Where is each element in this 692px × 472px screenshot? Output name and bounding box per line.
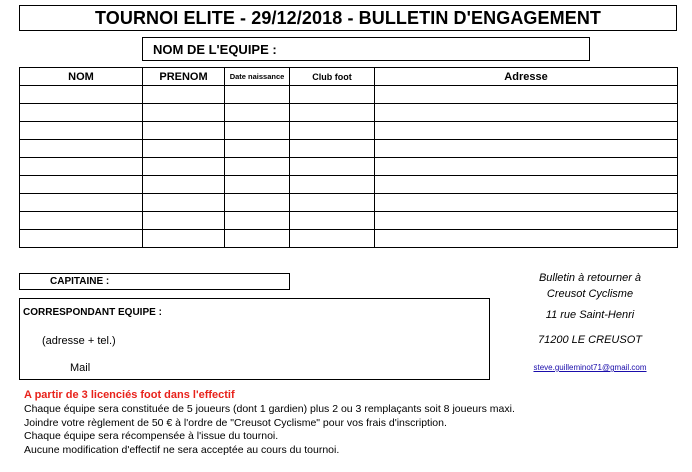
rule-line: Chaque équipe sera constituée de 5 joueurs (dont 1 gardien) plus 2 ou 3 remplaçants soit 8 joueurs maxi. bbox=[24, 402, 515, 415]
contact-email-link[interactable]: steve.guilleminot71@gmail.com bbox=[533, 363, 647, 372]
table-cell[interactable] bbox=[20, 86, 143, 104]
header-prenom: PRENOM bbox=[143, 68, 225, 86]
table-cell[interactable] bbox=[20, 176, 143, 194]
table-cell[interactable] bbox=[225, 230, 290, 248]
table-cell[interactable] bbox=[375, 194, 678, 212]
table-cell[interactable] bbox=[20, 230, 143, 248]
table-cell[interactable] bbox=[290, 140, 375, 158]
table-row bbox=[20, 230, 678, 248]
table-cell[interactable] bbox=[143, 104, 225, 122]
table-row bbox=[20, 122, 678, 140]
correspondent-label: CORRESPONDANT EQUIPE : bbox=[23, 307, 162, 318]
table-row bbox=[20, 176, 678, 194]
table-cell[interactable] bbox=[290, 212, 375, 230]
table-cell[interactable] bbox=[225, 176, 290, 194]
table-cell[interactable] bbox=[290, 86, 375, 104]
table-cell[interactable] bbox=[143, 140, 225, 158]
team-name-field[interactable]: NOM DE L'EQUIPE : bbox=[142, 37, 590, 61]
correspondent-address-hint: (adresse + tel.) bbox=[42, 335, 116, 347]
page-title: TOURNOI ELITE - 29/12/2018 - BULLETIN D'ENGAGEMENT bbox=[19, 5, 677, 31]
table-cell[interactable] bbox=[290, 230, 375, 248]
table-cell[interactable] bbox=[375, 122, 678, 140]
rule-line: Chaque équipe sera récompensée à l'issue du tournoi. bbox=[24, 430, 279, 443]
table-cell[interactable] bbox=[20, 140, 143, 158]
rule-line: Aucune modification d'effectif ne sera acceptée au cours du tournoi. bbox=[24, 444, 340, 457]
table-cell[interactable] bbox=[290, 176, 375, 194]
table-cell[interactable] bbox=[290, 158, 375, 176]
table-cell[interactable] bbox=[225, 212, 290, 230]
table-cell[interactable] bbox=[143, 212, 225, 230]
table-row bbox=[20, 158, 678, 176]
correspondent-mail-label: Mail bbox=[70, 362, 91, 374]
table-cell[interactable] bbox=[143, 230, 225, 248]
table-row bbox=[20, 212, 678, 230]
table-row bbox=[20, 140, 678, 158]
captain-field[interactable]: CAPITAINE : bbox=[19, 273, 290, 290]
table-cell[interactable] bbox=[225, 104, 290, 122]
table-cell[interactable] bbox=[225, 194, 290, 212]
correspondent-box[interactable] bbox=[19, 298, 490, 380]
return-line-3: 11 rue Saint-Henri bbox=[545, 309, 635, 321]
table-cell[interactable] bbox=[375, 230, 678, 248]
return-line-4: 71200 LE CREUSOT bbox=[538, 334, 642, 346]
table-cell[interactable] bbox=[225, 140, 290, 158]
header-adresse: Adresse bbox=[375, 68, 678, 86]
player-table bbox=[19, 67, 678, 248]
table-cell[interactable] bbox=[20, 104, 143, 122]
table-row bbox=[20, 194, 678, 212]
table-cell[interactable] bbox=[225, 158, 290, 176]
table-cell[interactable] bbox=[225, 86, 290, 104]
table-cell[interactable] bbox=[290, 122, 375, 140]
table-cell[interactable] bbox=[375, 140, 678, 158]
header-date-naissance: Date naissance bbox=[225, 68, 290, 86]
table-cell[interactable] bbox=[20, 194, 143, 212]
table-row bbox=[20, 86, 678, 104]
table-header-row bbox=[20, 68, 678, 86]
rules-heading: A partir de 3 licenciés foot dans l'effectif bbox=[24, 389, 235, 401]
table-cell[interactable] bbox=[143, 194, 225, 212]
rules-section bbox=[24, 389, 515, 458]
table-cell[interactable] bbox=[225, 122, 290, 140]
return-line-1: Bulletin à retourner à bbox=[538, 272, 642, 284]
table-cell[interactable] bbox=[143, 122, 225, 140]
table-cell[interactable] bbox=[375, 176, 678, 194]
rule-line: Joindre votre règlement de 50 € à l'ordre de "Creusot Cyclisme" pour vos frais d'inscription. bbox=[24, 416, 447, 429]
table-cell[interactable] bbox=[143, 158, 225, 176]
table-cell[interactable] bbox=[20, 212, 143, 230]
table-cell[interactable] bbox=[290, 104, 375, 122]
table-cell[interactable] bbox=[375, 104, 678, 122]
table-cell[interactable] bbox=[20, 122, 143, 140]
table-cell[interactable] bbox=[290, 194, 375, 212]
table-cell[interactable] bbox=[143, 86, 225, 104]
table-row bbox=[20, 104, 678, 122]
header-nom: NOM bbox=[20, 68, 143, 86]
return-line-2: Creusot Cyclisme bbox=[546, 288, 634, 300]
table-cell[interactable] bbox=[375, 158, 678, 176]
table-cell[interactable] bbox=[375, 86, 678, 104]
header-club-foot: Club foot bbox=[290, 68, 375, 86]
table-cell[interactable] bbox=[375, 212, 678, 230]
table-cell[interactable] bbox=[20, 158, 143, 176]
table-cell[interactable] bbox=[143, 176, 225, 194]
